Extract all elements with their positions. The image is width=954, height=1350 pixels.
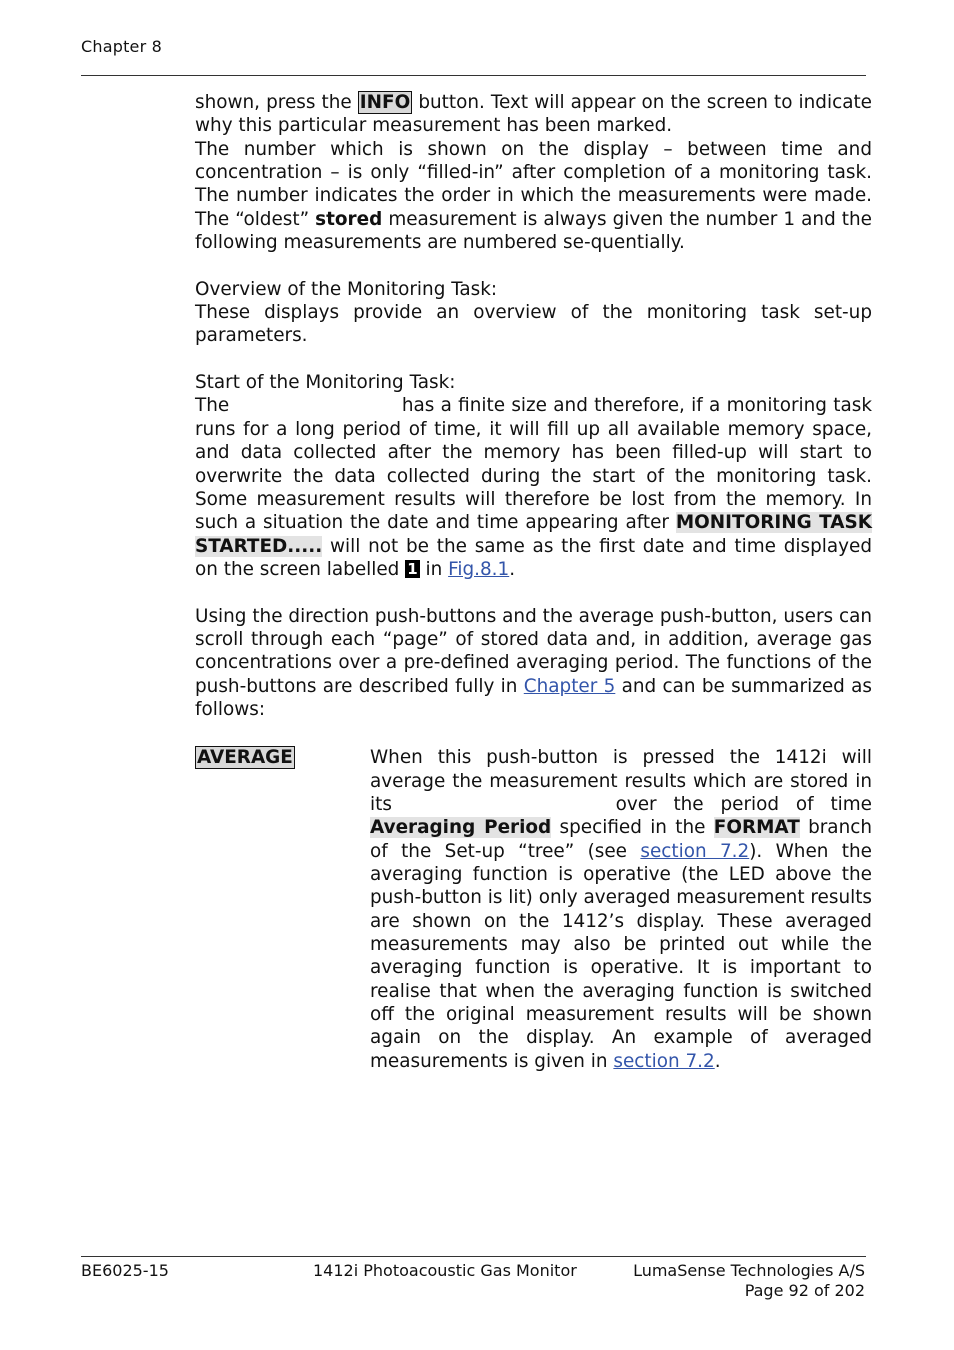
overview-heading: Overview of the Monitoring Task: [195, 278, 498, 300]
average-button-label: AVERAGE [197, 747, 293, 769]
average-definition [195, 746, 872, 1073]
chapter-5-link[interactable]: Chapter 5 [523, 675, 616, 697]
number-paragraph: The number which is shown on the display – between time and concentration – is only “filled-in” after completion of a monitoring task. The number indicates the order in which the measurements were made. The “oldest” stored measurement is always given the number 1 and the following measurements are numbered se-quentially. [195, 138, 872, 254]
average-description: When this push-button is pressed the 1412i will average the measurement results which are stored in its over the period of time Averaging Period specified in the FORMAT branch of the Set-up “tree” (see section 7.2). When the averaging function is operative (the LED above the push-button is lit) only averaged measurement results are shown on the 1412’s display. These averaged measurements may also be printed out while the averaging function is operative. It is important to realise that when the averaging function is switched off the original measurement results will be shown again on the display. An example of averaged measurements is given in section 7.2. [370, 747, 873, 1072]
footer-page-number: Page 92 of 202 [744, 1281, 865, 1300]
start-paragraph: The has a finite size and therefore, if a monitoring task runs for a long period of time, it will fill up all available memory space, and data collected after the memory has been filled-up will start to overwrite the data collected during the start of the monitoring task. Some measurement results will therefore be lost from the memory. In such a situation the date and time appearing after MONITORING TASK STARTED..... will not be the same as the first date and time displayed on the screen labelled 1 in Fig.8.1. [195, 395, 872, 580]
footer-rule [81, 1256, 866, 1257]
using-paragraph: Using the direction push-buttons and the average push-button, users can scroll through each “page” of stored data and, in addition, average gas concentrations over a pre-defined averaging period. The functions of the push-buttons are described fully in Chapter 5 and can be summarized as follows: [195, 605, 872, 720]
section-7-2-link-2[interactable]: section 7.2 [613, 1050, 715, 1072]
screen-label-key: 1 [407, 559, 418, 578]
averaging-period-label: Averaging Period [370, 817, 552, 839]
footer-product: 1412i Photoacoustic Gas Monitor [313, 1261, 577, 1280]
monitoring-task-started-label: MONITORING TASK STARTED..... [195, 512, 872, 557]
info-paragraph: shown, press the INFO button. Text will appear on the screen to indicate why this particular measurement has been marked. [195, 92, 872, 137]
footer-company: LumaSense Technologies A/S [633, 1261, 865, 1280]
header-rule [81, 75, 866, 76]
page-body [195, 91, 872, 1073]
info-button-label: INFO [359, 92, 411, 113]
start-heading: Start of the Monitoring Task: [195, 372, 456, 394]
format-label: FORMAT [713, 817, 800, 839]
section-7-2-link[interactable]: section 7.2 [640, 840, 750, 862]
overview-paragraph: These displays provide an overview of the monitoring task set-up parameters. [195, 302, 872, 347]
stored-bold: stored [315, 208, 383, 230]
footer-doc-id: BE6025-15 [81, 1261, 169, 1280]
fig-8-1-link[interactable]: Fig.8.1 [448, 558, 510, 580]
footer-right [600, 1261, 865, 1301]
chapter-header: Chapter 8 [81, 37, 163, 56]
